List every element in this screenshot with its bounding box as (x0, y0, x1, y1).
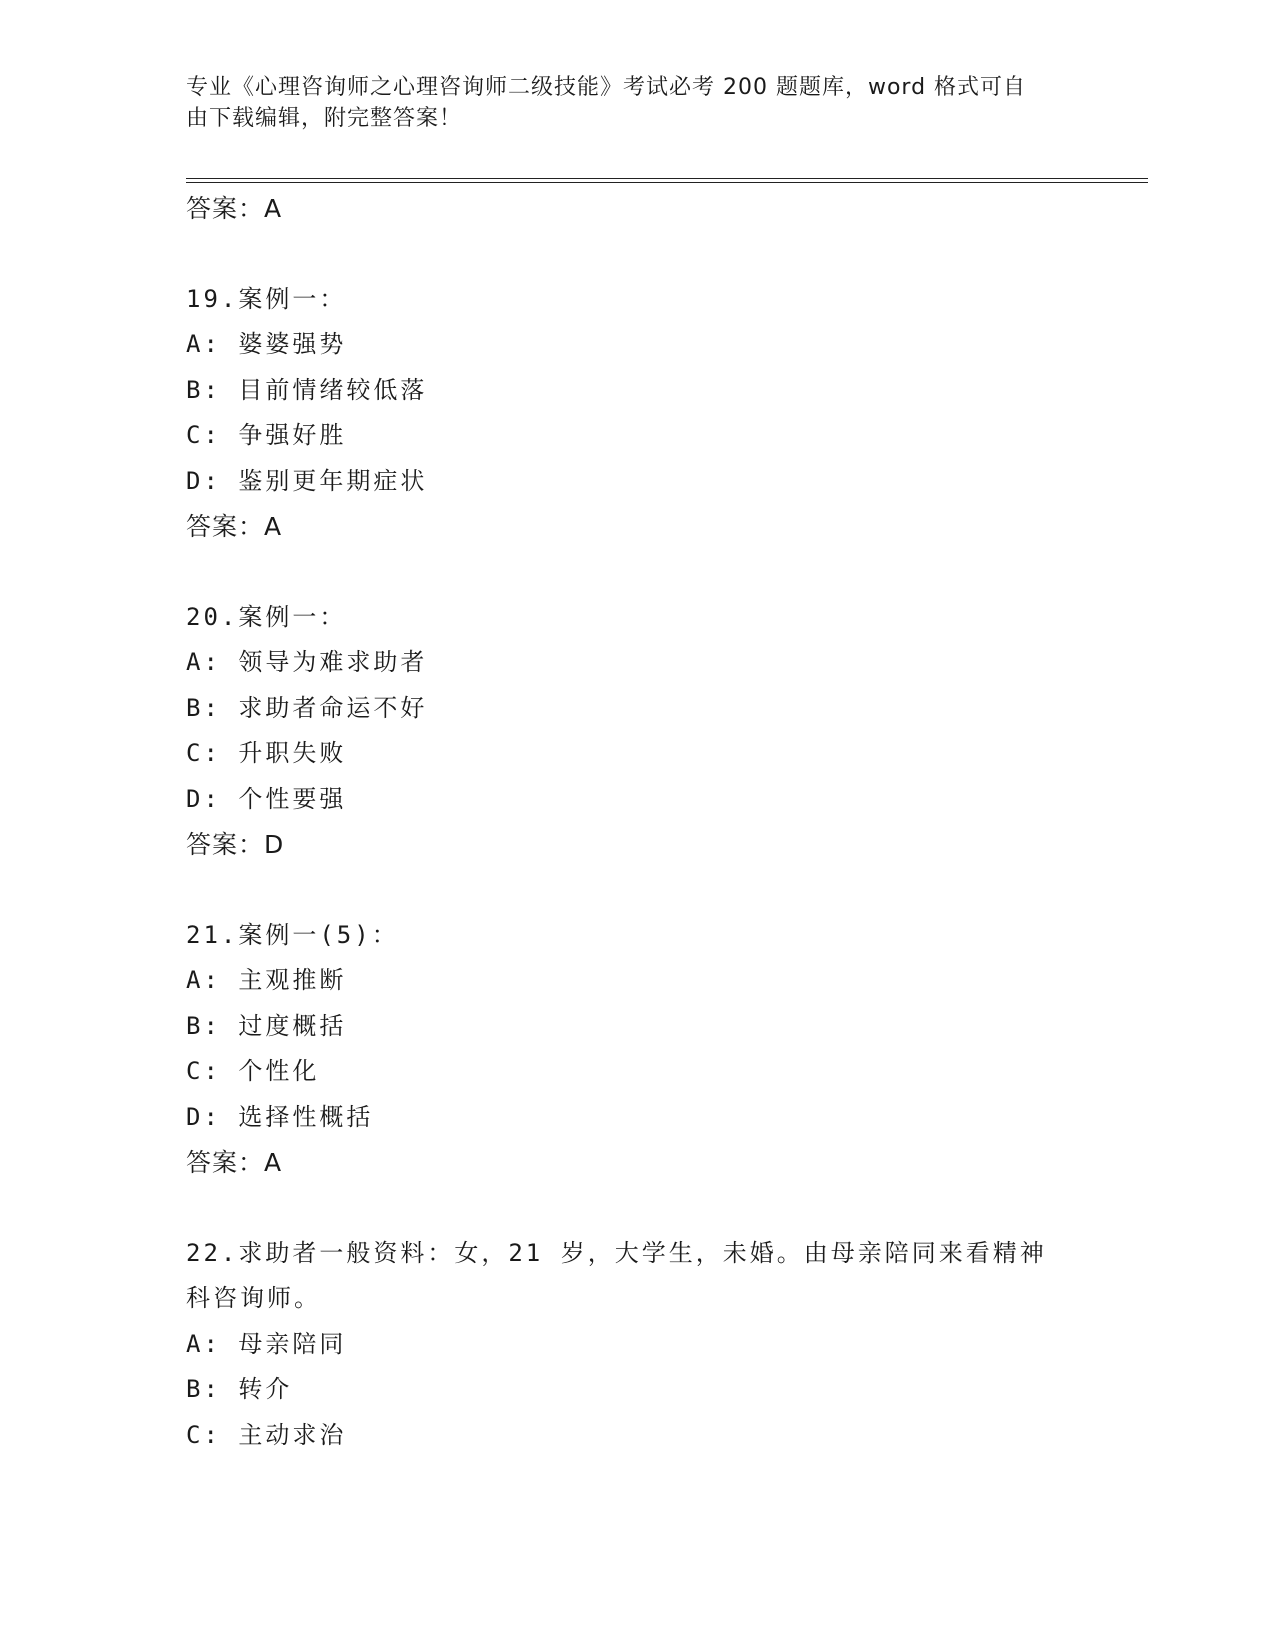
option-a: A: 主观推断 (186, 966, 347, 994)
question-list (186, 186, 1146, 1458)
spacer (186, 550, 1146, 595)
option-c: C: 个性化 (186, 1057, 320, 1085)
question-stem-line-1: 22.求助者一般资料：女，21 岁，大学生，未婚。由母亲陪同来看精神 (186, 1238, 1047, 1267)
question-stem: 20.案例一： (186, 602, 347, 631)
spacer (186, 1186, 1146, 1231)
answer-line: 答案：A (186, 194, 283, 223)
option-c: C: 升职失败 (186, 739, 347, 767)
header-line-1: 专业《心理咨询师之心理咨询师二级技能》考试必考 200 题题库，word 格式可自 (186, 75, 1027, 100)
question-block (186, 1231, 1146, 1459)
spacer (186, 232, 1146, 277)
option-a: A: 母亲陪同 (186, 1329, 347, 1358)
option-b: B: 转介 (186, 1375, 293, 1403)
option-b: B: 过度概括 (186, 1011, 347, 1040)
option-b: B: 求助者命运不好 (186, 693, 428, 722)
header-divider-bottom (186, 182, 1148, 183)
document-header (186, 72, 1066, 134)
option-d: D: 选择性概括 (186, 1102, 374, 1131)
option-d: D: 鉴别更年期症状 (186, 466, 428, 495)
question-block (186, 913, 1146, 1186)
option-b: B: 目前情绪较低落 (186, 375, 428, 404)
option-a: A: 婆婆强势 (186, 330, 347, 358)
option-c: C: 主动求治 (186, 1420, 347, 1449)
header-line-2: 由下载编辑，附完整答案！ (186, 106, 463, 131)
question-stem-line-2: 科咨询师。 (186, 1284, 321, 1312)
answer-line: 答案：D (186, 830, 285, 859)
answer-line: 答案：A (186, 512, 283, 541)
question-stem: 21.案例一(5)： (186, 920, 399, 949)
question-stem: 19.案例一： (186, 284, 347, 313)
option-c: C: 争强好胜 (186, 421, 347, 449)
option-a: A: 领导为难求助者 (186, 648, 428, 676)
answer-line: 答案：A (186, 1148, 283, 1177)
header-divider-top (186, 178, 1148, 179)
question-block (186, 595, 1146, 868)
question-block (186, 277, 1146, 550)
option-d: D: 个性要强 (186, 784, 347, 813)
spacer (186, 868, 1146, 913)
